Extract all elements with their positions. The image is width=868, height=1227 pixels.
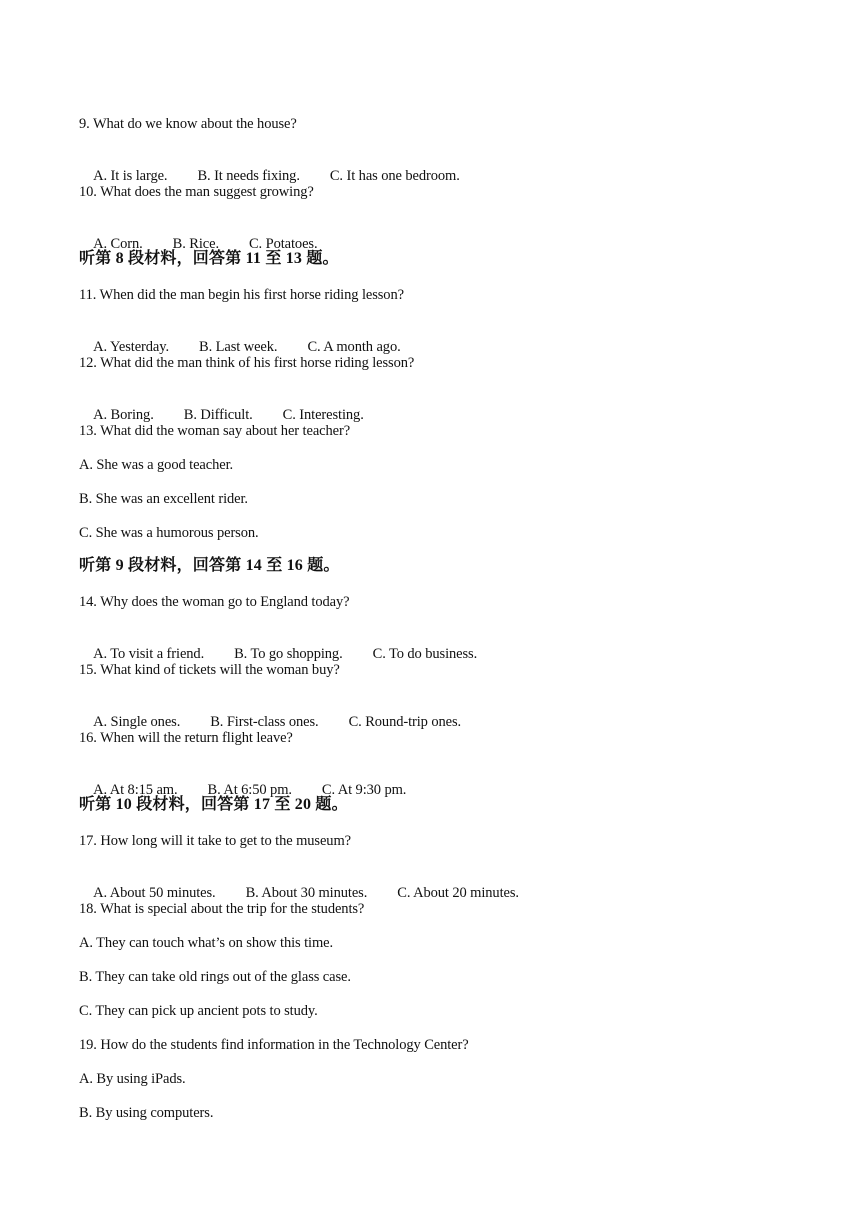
- question-17: 17. How long will it take to get to the museum?: [79, 833, 351, 849]
- section-heading-8: 听第 8 段材料，回答第 11 至 13 题。: [79, 250, 339, 267]
- option-b: B. About 30 minutes.: [245, 885, 368, 901]
- question-18: 18. What is special about the trip for the students?: [79, 901, 365, 917]
- option-b: B. To go shopping.: [234, 646, 343, 662]
- option-a: A. Single ones.: [93, 714, 181, 730]
- option-b: B. Difficult.: [183, 407, 253, 423]
- option-a: A. At 8:15 am.: [93, 782, 178, 798]
- option-c: C. Interesting.: [282, 407, 364, 423]
- option-c: C. To do business.: [372, 646, 478, 662]
- option-b: B. Last week.: [199, 339, 278, 355]
- question-13: 13. What did the woman say about her teacher?: [79, 423, 351, 439]
- option-c: C. About 20 minutes.: [397, 885, 519, 901]
- option-c: C. Round-trip ones.: [348, 714, 462, 730]
- option-b: B. Rice.: [172, 236, 219, 252]
- question-14: 14. Why does the woman go to England today?: [79, 594, 350, 610]
- option-c: C. It has one bedroom.: [329, 168, 460, 184]
- option-c: C. At 9:30 pm.: [321, 782, 407, 798]
- option-b: B. It needs fixing.: [197, 168, 300, 184]
- option-a: A. Yesterday.: [93, 339, 170, 355]
- option-a: A. It is large.: [93, 168, 168, 184]
- option-13c: C. She was a humorous person.: [79, 525, 259, 541]
- question-12: 12. What did the man think of his first horse riding lesson?: [79, 355, 415, 371]
- question-10: 10. What does the man suggest growing?: [79, 184, 314, 200]
- option-18a: A. They can touch what’s on show this time.: [79, 935, 333, 951]
- question-16: 16. When will the return flight leave?: [79, 730, 293, 746]
- option-a: A. To visit a friend.: [93, 646, 205, 662]
- option-a: A. Corn.: [93, 236, 143, 252]
- option-a: A. Boring.: [93, 407, 154, 423]
- option-18b: B. They can take old rings out of the glass case.: [79, 969, 351, 985]
- option-13a: A. She was a good teacher.: [79, 457, 234, 473]
- section-heading-9: 听第 9 段材料，回答第 14 至 16 题。: [79, 557, 340, 574]
- question-11: 11. When did the man begin his first horse riding lesson?: [79, 287, 404, 303]
- option-b: B. At 6:50 pm.: [207, 782, 292, 798]
- question-15: 15. What kind of tickets will the woman buy?: [79, 662, 340, 678]
- question-19: 19. How do the students find information in the Technology Center?: [79, 1037, 469, 1053]
- option-c: C. A month ago.: [307, 339, 401, 355]
- option-13b: B. She was an excellent rider.: [79, 491, 248, 507]
- option-b: B. First-class ones.: [210, 714, 319, 730]
- option-18c: C. They can pick up ancient pots to study.: [79, 1003, 318, 1019]
- section-heading-10: 听第 10 段材料，回答第 17 至 20 题。: [79, 796, 348, 813]
- option-19b: B. By using computers.: [79, 1105, 214, 1121]
- option-a: A. About 50 minutes.: [93, 885, 216, 901]
- option-c: C. Potatoes.: [248, 236, 318, 252]
- question-9: 9. What do we know about the house?: [79, 116, 297, 132]
- option-19a: A. By using iPads.: [79, 1071, 186, 1087]
